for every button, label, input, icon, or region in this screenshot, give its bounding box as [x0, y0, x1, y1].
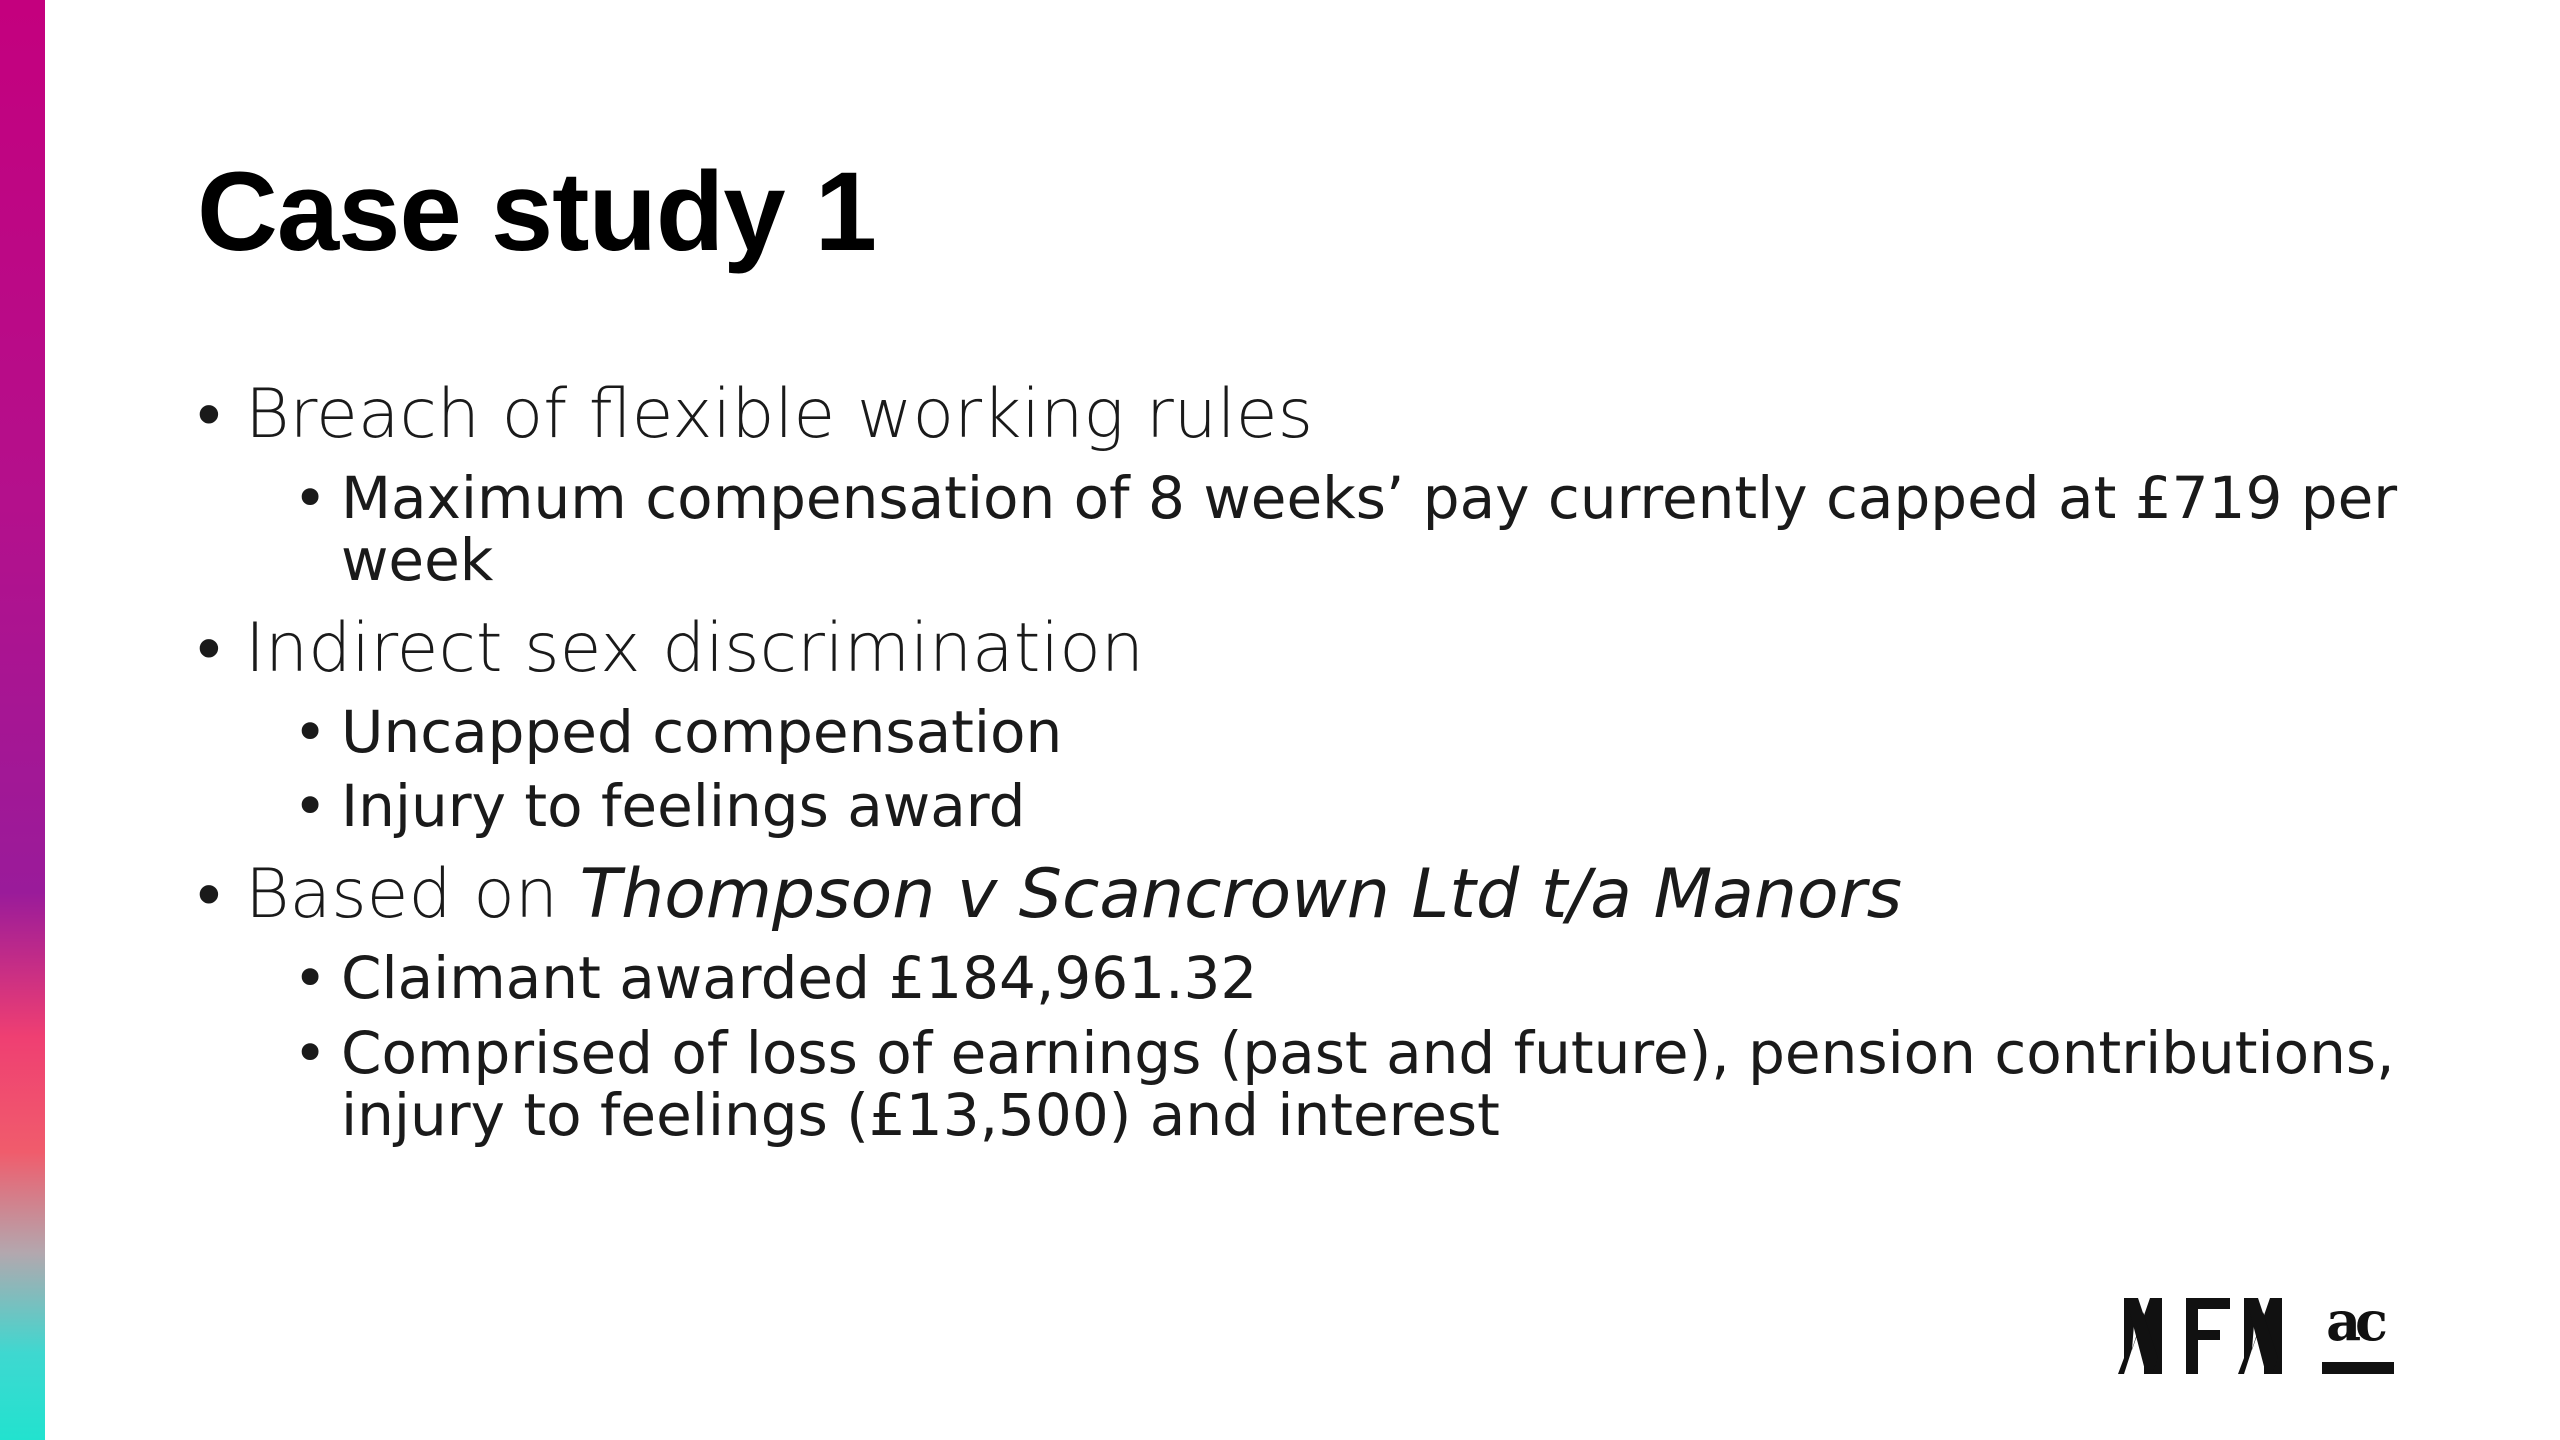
- accent-bar: [0, 0, 45, 1440]
- sub-bullet-point: [197, 697, 2417, 766]
- mfmac-logo: [2118, 1288, 2408, 1384]
- sub-bullet-text: Uncapped compensation: [341, 697, 1063, 766]
- sub-bullet-icon: •: [293, 943, 328, 1012]
- sub-bullet-icon: •: [293, 1018, 328, 1087]
- bullet-point-text: Breach of flexible working rules: [245, 375, 1314, 454]
- svg-text:ac: ac: [2326, 1289, 2382, 1353]
- slide-content: [197, 375, 2417, 1167]
- bullet-point-3: [197, 855, 2417, 935]
- sub-bullet-point: [197, 463, 2417, 595]
- bullet-icon: •: [197, 855, 221, 935]
- bullet-point-1: [197, 375, 2417, 454]
- sub-bullet-text: Claimant awarded £184,961.32: [341, 943, 1258, 1012]
- sub-bullet-list: [197, 463, 2417, 595]
- sub-bullet-text: Injury to feelings award: [341, 772, 1026, 841]
- sub-bullet-icon: •: [293, 697, 328, 766]
- case-name: Thompson v Scancrown Ltd t/a Manors: [579, 855, 1903, 935]
- bullet-icon: •: [197, 609, 221, 689]
- sub-bullet-point: [197, 943, 2417, 1012]
- sub-bullet-list: [197, 697, 2417, 841]
- sub-bullet-point: [197, 772, 2417, 841]
- sub-bullet-list: [197, 943, 2417, 1150]
- sub-bullet-text: Comprised of loss of earnings (past and future), pension contributions, injury to feelings (£13,500) and interest: [341, 1018, 2395, 1150]
- bullet-icon: •: [197, 375, 221, 454]
- slide-title: Case study 1: [197, 149, 876, 274]
- bullet-point-2: [197, 609, 2417, 689]
- bullet-point-text: Indirect sex discrimination: [245, 609, 1144, 689]
- bullet-point-text-prefix: Based on: [245, 855, 580, 935]
- sub-bullet-icon: •: [293, 772, 328, 841]
- sub-bullet-point: [197, 1018, 2417, 1150]
- sub-bullet-icon: •: [293, 463, 328, 532]
- sub-bullet-text: Maximum compensation of 8 weeks’ pay currently capped at £719 per week: [341, 463, 2398, 595]
